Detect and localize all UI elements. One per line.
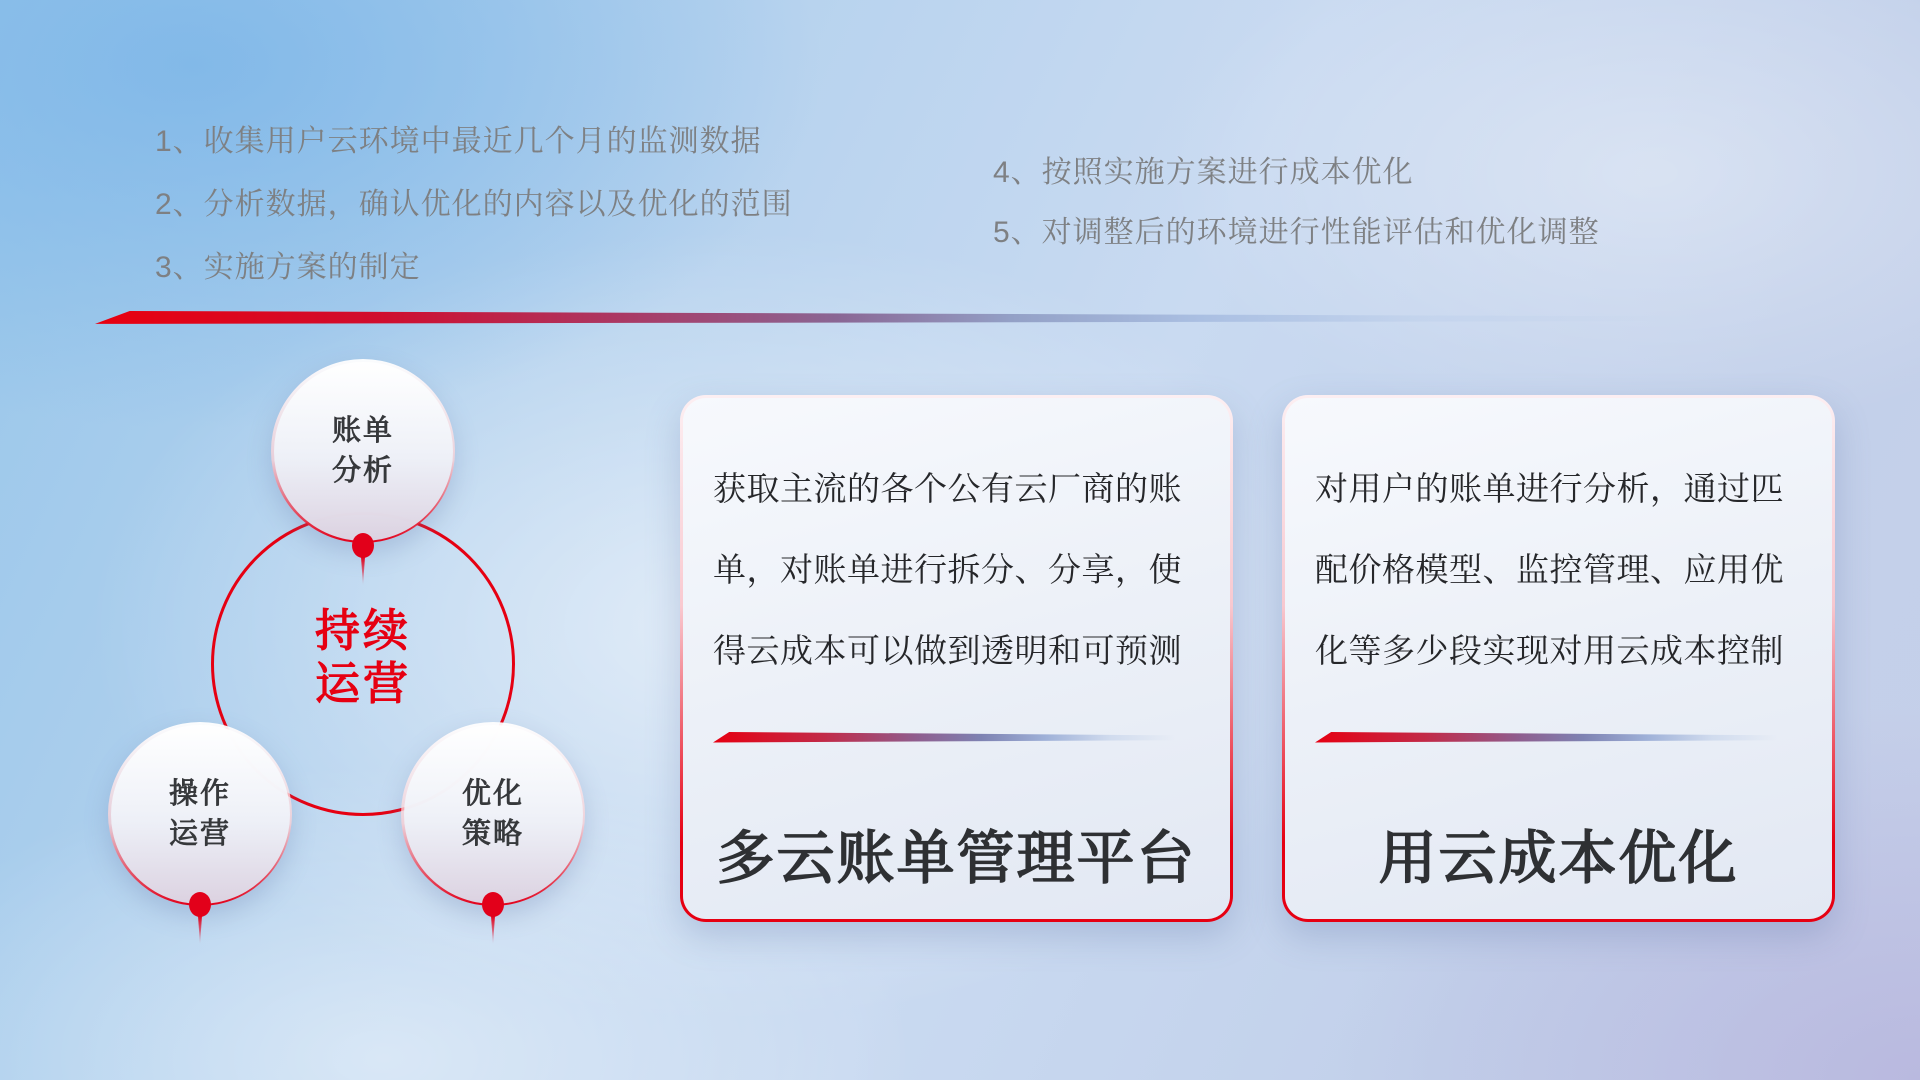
card-multicloud-billing: [680, 395, 1233, 922]
node-label-line: 分析: [331, 455, 394, 487]
cycle-center-label: [263, 604, 463, 710]
node-label-line: 策略: [461, 818, 524, 850]
gradient-divider-line: [95, 311, 1673, 325]
step-item-4: 4、按照实施方案进行成本优化: [993, 156, 1414, 189]
step-item-5: 5、对调整后的环境进行性能评估和优化调整: [993, 216, 1600, 249]
card-accent-line: [1315, 732, 1777, 743]
node-optimize-strategy-label: [462, 774, 524, 854]
connector-tail-left: [198, 916, 202, 944]
node-bill-analysis-label: [332, 411, 394, 491]
node-operation-label: [169, 774, 231, 854]
connector-tail-right: [491, 916, 495, 944]
step-item-2: 2、分析数据，确认优化的内容以及优化的范围: [155, 188, 793, 221]
node-label-line: 操作: [168, 778, 231, 810]
node-label-line: 账单: [331, 415, 394, 447]
card-title: 用云成本优化: [1378, 826, 1739, 891]
cycle-center-line2: 运营: [314, 658, 411, 709]
node-optimize-strategy: [401, 722, 585, 906]
connector-dot-top: [352, 533, 374, 558]
card-title: 多云账单管理平台: [716, 826, 1197, 891]
card-description: 获取主流的各个公有云厂商的账单，对账单进行拆分、分享，使得云成本可以做到透明和可预测: [713, 470, 1182, 669]
card-cost-optimization: [1282, 395, 1835, 922]
connector-dot-right: [482, 892, 504, 917]
connector-dot-left: [189, 892, 211, 917]
step-item-3: 3、实施方案的制定: [155, 251, 421, 284]
node-label-line: 运营: [168, 818, 231, 850]
card-accent-line: [713, 732, 1175, 743]
card-multicloud-billing-face: [683, 398, 1230, 919]
cycle-center-line1: 持续: [314, 605, 411, 656]
step-item-1: 1、收集用户云环境中最近几个月的监测数据: [155, 125, 762, 158]
node-bill-analysis: [271, 359, 455, 543]
node-operation: [108, 722, 292, 906]
card-description: 对用户的账单进行分析，通过匹配价格模型、监控管理、应用优化等多少段实现对用云成本控制: [1315, 470, 1784, 669]
node-label-line: 优化: [461, 778, 524, 810]
node-optimize-strategy-face: [404, 725, 583, 904]
node-operation-face: [111, 725, 290, 904]
card-cost-optimization-face: [1285, 398, 1832, 919]
node-bill-analysis-face: [274, 362, 453, 541]
